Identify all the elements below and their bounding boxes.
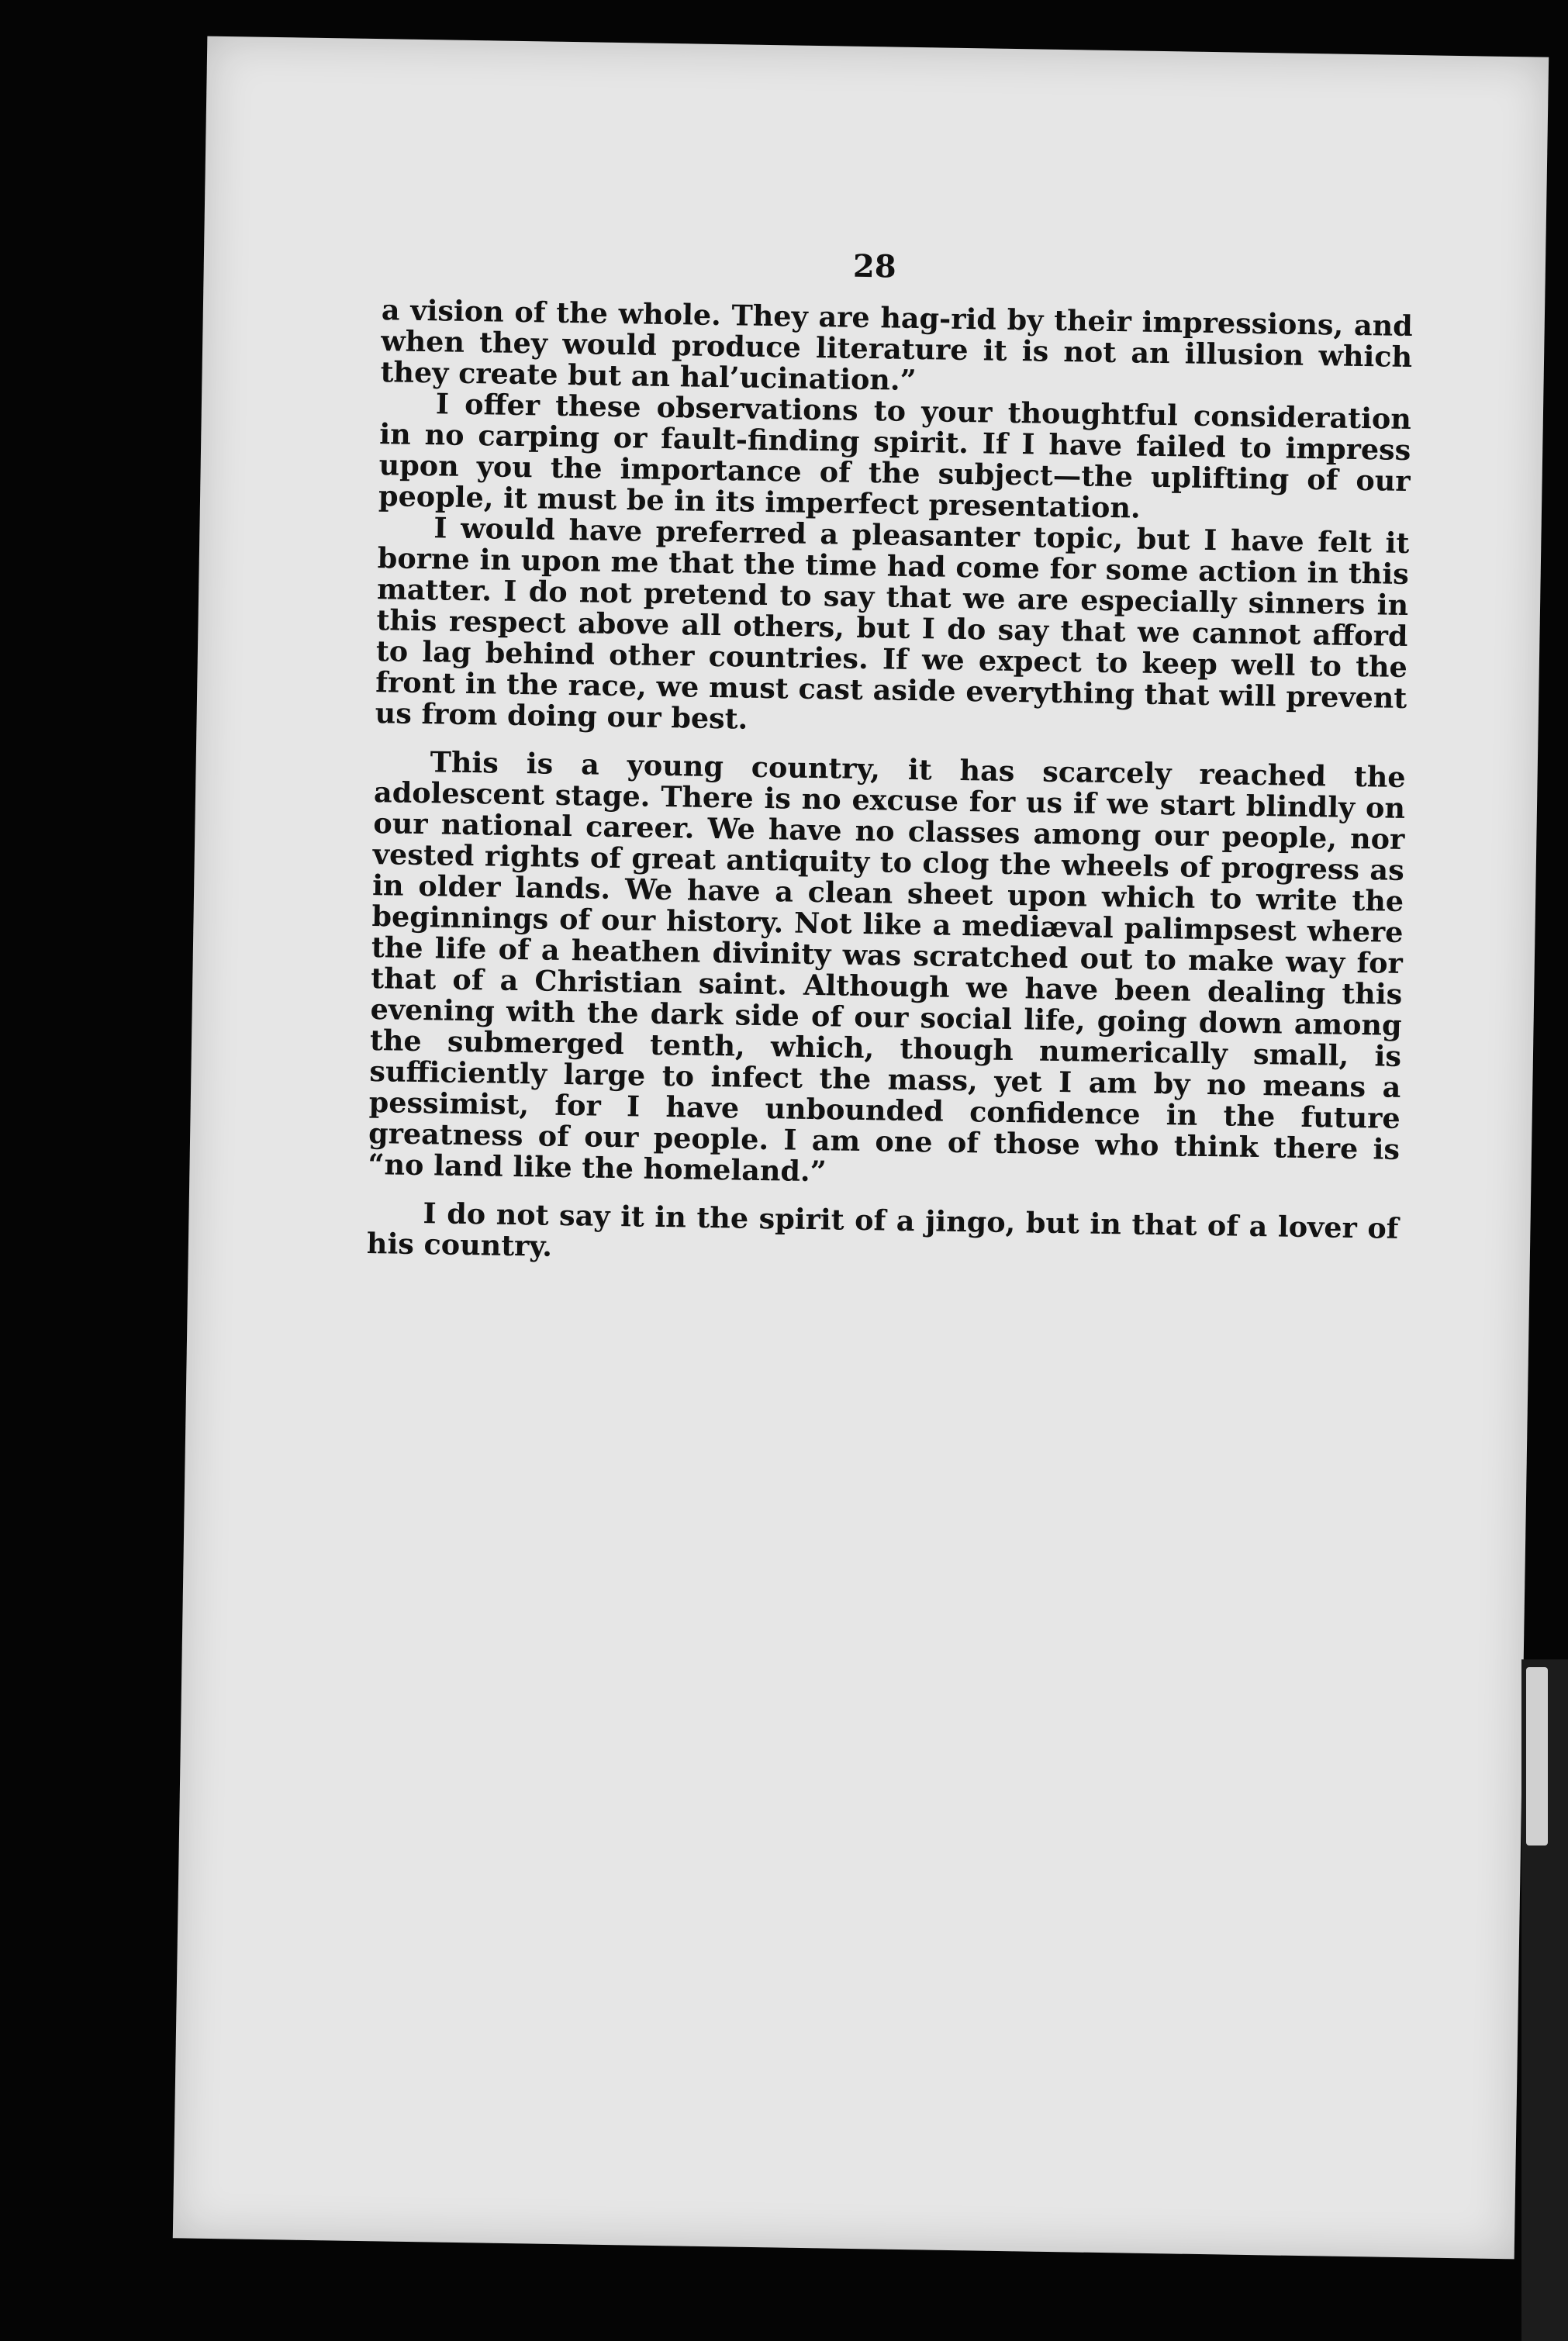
page-number: 28: [852, 247, 897, 285]
paragraph-4: This is a young country, it has scarcely reached the adolescent stage. There is no excuse for us if we start blindly on our national career. We have no classes among our people, nor vested rights of great antiquity to clog the wheels of progress as in older lands. We have a clean sheet upon which to write the beginnings of our history. Not like a mediæval palimpsest where the life of a heathen divinity was scratched out to make way for that of a Christian saint. Although we have been dealing this evening with the dark side of our social life, going down among the submerged tenth, which, though numerically small, is sufficiently large to infect the mass, yet I am by no means a pessimist, for I have unbounded confidence in the future greatness of our people. I am one of those who think there is “no land like the homeland.”: [368, 745, 1406, 1189]
book-page: [173, 36, 1549, 2260]
binding-clip: [1526, 1667, 1548, 1846]
body-text: [367, 295, 1413, 1276]
paragraph-3: I would have preferred a pleasanter topic, but I have felt it borne in upon me that the time had come for some action in this matter. I do not pretend to say that we are especially sinners in this respect above all others, but I do say that we cannot afford to lag behind other countries. If we expect to keep well to the front in the race, we must cast aside everything that will prevent us from doing our best.: [375, 511, 1410, 736]
paragraph-5: I do not say it in the spirit of a jingo, but in that of a lover of his country.: [366, 1196, 1399, 1263]
paragraph-2: I offer these observations to your thoughtful consideration in no carping or fault-finding spirit. If I have failed to impress upon you the importance of the subject—the uplifting of our people, it must be in its imperfect presentation.: [378, 387, 1412, 525]
paragraph-1: a vision of the whole. They are hag-rid by their impressions, and when they would produce literature it is not an illusion which they create but an hal’ucination.”: [380, 293, 1414, 398]
